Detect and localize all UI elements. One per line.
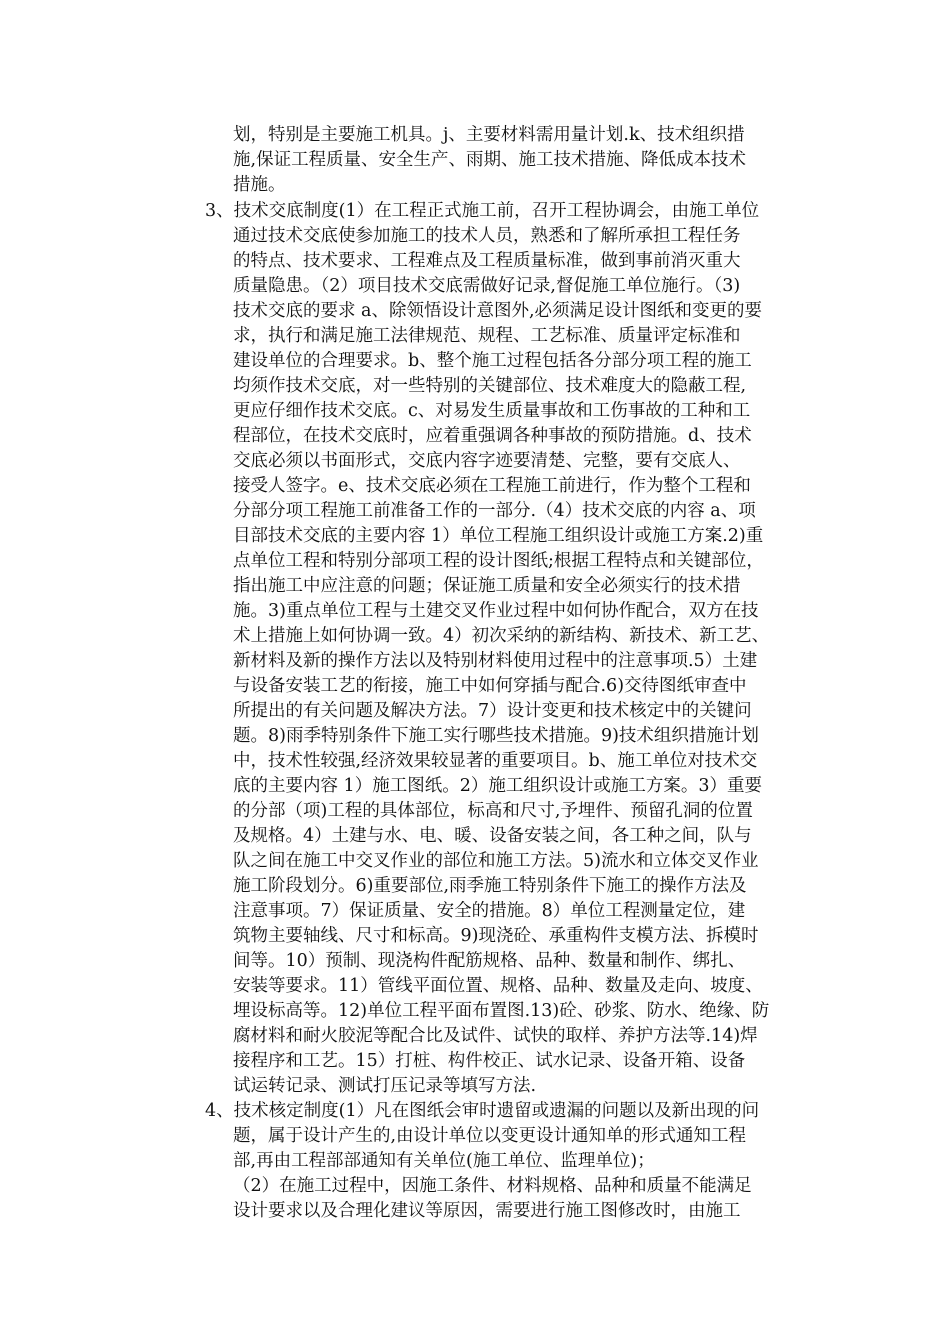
text-line: 交底必须以书面形式，交底内容字迹要清楚、完整，要有交底人、	[233, 451, 741, 471]
text-line: 分部分项工程施工前准备工作的一部分.（4）技术交底的内容 a、项	[233, 501, 756, 521]
text-line: 程部位，在技术交底时，应着重强调各种事故的预防措施。d、技术	[233, 426, 752, 446]
section-heading-line: 3、技术交底制度(1）在工程正式施工前，召开工程协调会，由施工单位	[205, 201, 760, 221]
text-line: 技术交底的要求 a、除领悟设计意图外,必须满足设计图纸和变更的要	[233, 301, 763, 321]
text-line: 措施。	[233, 175, 286, 195]
text-line: 质量隐患。（2）项目技术交底需做好记录,督促施工单位施行。（3)	[233, 276, 741, 296]
text-line: 题。8)雨季特别条件下施工实行哪些技术措施。9)技术组织措施计划	[233, 726, 759, 746]
text-line: 施工阶段划分。6)重要部位,雨季施工特别条件下施工的操作方法及	[233, 876, 747, 896]
text-line: 底的主要内容 1）施工图纸。2）施工组织设计或施工方案。3）重要	[233, 776, 762, 796]
text-line: 求，执行和满足施工法律规范、规程、工艺标准、质量评定标准和	[233, 326, 741, 346]
text-line: 接受人签字。e、技术交底必须在工程施工前进行，作为整个工程和	[233, 476, 751, 496]
text-line: 间等。10）预制、现浇构件配筋规格、品种、数量和制作、绑扎、	[233, 951, 746, 971]
text-line: 试运转记录、测试打压记录等填写方法.	[233, 1076, 537, 1096]
text-line: 点单位工程和特别分部项工程的设计图纸;根据工程特点和关键部位，	[233, 551, 764, 571]
text-line: 的分部（项)工程的具体部位，标高和尺寸,予埋件、预留孔洞的位置	[233, 801, 753, 821]
text-line: 施。3)重点单位工程与土建交叉作业过程中如何协作配合，双方在技	[233, 601, 759, 621]
text-line: 注意事项。7）保证质量、安全的措施。8）单位工程测量定位，建	[233, 901, 746, 921]
text-line: 腐材料和耐火胶泥等配合比及试件、试快的取样、养护方法等.14)焊	[233, 1026, 758, 1046]
text-line: （2）在施工过程中，因施工条件、材料规格、品种和质量不能满足	[233, 1176, 752, 1196]
text-line: 中，技术性较强,经济效果较显著的重要项目。b、施工单位对技术交	[233, 751, 758, 771]
text-line: 指出施工中应注意的问题；保证施工质量和安全必须实行的技术措	[233, 576, 741, 596]
text-line: 施,保证工程质量、安全生产、雨期、施工技术措施、降低成本技术	[233, 150, 747, 170]
text-line: 与设备安装工艺的衔接，施工中如何穿插与配合.6)交待图纸审查中	[233, 676, 747, 696]
text-line: 更应仔细作技术交底。c、对易发生质量事故和工伤事故的工种和工	[233, 401, 751, 421]
text-line: 的特点、技术要求、工程难点及工程质量标准，做到事前消灭重大	[233, 251, 741, 271]
section-heading-line: 4、技术核定制度(1）凡在图纸会审时遗留或遗漏的问题以及新出现的问	[205, 1101, 760, 1121]
text-line: 新材料及新的操作方法以及特别材料使用过程中的注意事项.5）土建	[233, 651, 758, 671]
text-line: 安装等要求。11）管线平面位置、规格、品种、数量及走向、坡度、	[233, 976, 763, 996]
text-line: 建设单位的合理要求。b、整个施工过程包括各分部分项工程的施工	[233, 351, 752, 371]
text-line: 题，属于设计产生的,由设计单位以变更设计通知单的形式通知工程	[233, 1126, 747, 1146]
text-line: 埋设标高等。12)单位工程平面布置图.13)砼、砂浆、防水、绝缘、防	[233, 1001, 770, 1021]
text-line: 设计要求以及合理化建议等原因，需要进行施工图修改时，由施工	[233, 1201, 741, 1221]
text-line: 部,再由工程部部通知有关单位(施工单位、监理单位)；	[233, 1151, 655, 1171]
text-line: 术上措施上如何协调一致。4）初次采纳的新结构、新技术、新工艺、	[233, 626, 770, 646]
text-line: 及规格。4）土建与水、电、暖、设备安装之间，各工种之间，队与	[233, 826, 752, 846]
text-line: 筑物主要轴线、尺寸和标高。9)现浇砼、承重构件支模方法、拆模时	[233, 926, 759, 946]
text-line: 目部技术交底的主要内容 1）单位工程施工组织设计或施工方案.2)重	[233, 526, 764, 546]
text-line: 接程序和工艺。15）打桩、构件校正、试水记录、设备开箱、设备	[233, 1051, 746, 1071]
text-line: 通过技术交底使参加施工的技术人员，熟悉和了解所承担工程任务	[233, 226, 741, 246]
text-line: 队之间在施工中交叉作业的部位和施工方法。5)流水和立体交叉作业	[233, 851, 759, 871]
text-line: 所提出的有关问题及解决方法。7）设计变更和技术核定中的关键问	[233, 701, 752, 721]
text-line: 均须作技术交底，对一些特别的关键部位、技术难度大的隐蔽工程,	[233, 376, 747, 396]
text-line: 划，特别是主要施工机具。j、主要材料需用量计划.k、技术组织措	[233, 125, 745, 145]
